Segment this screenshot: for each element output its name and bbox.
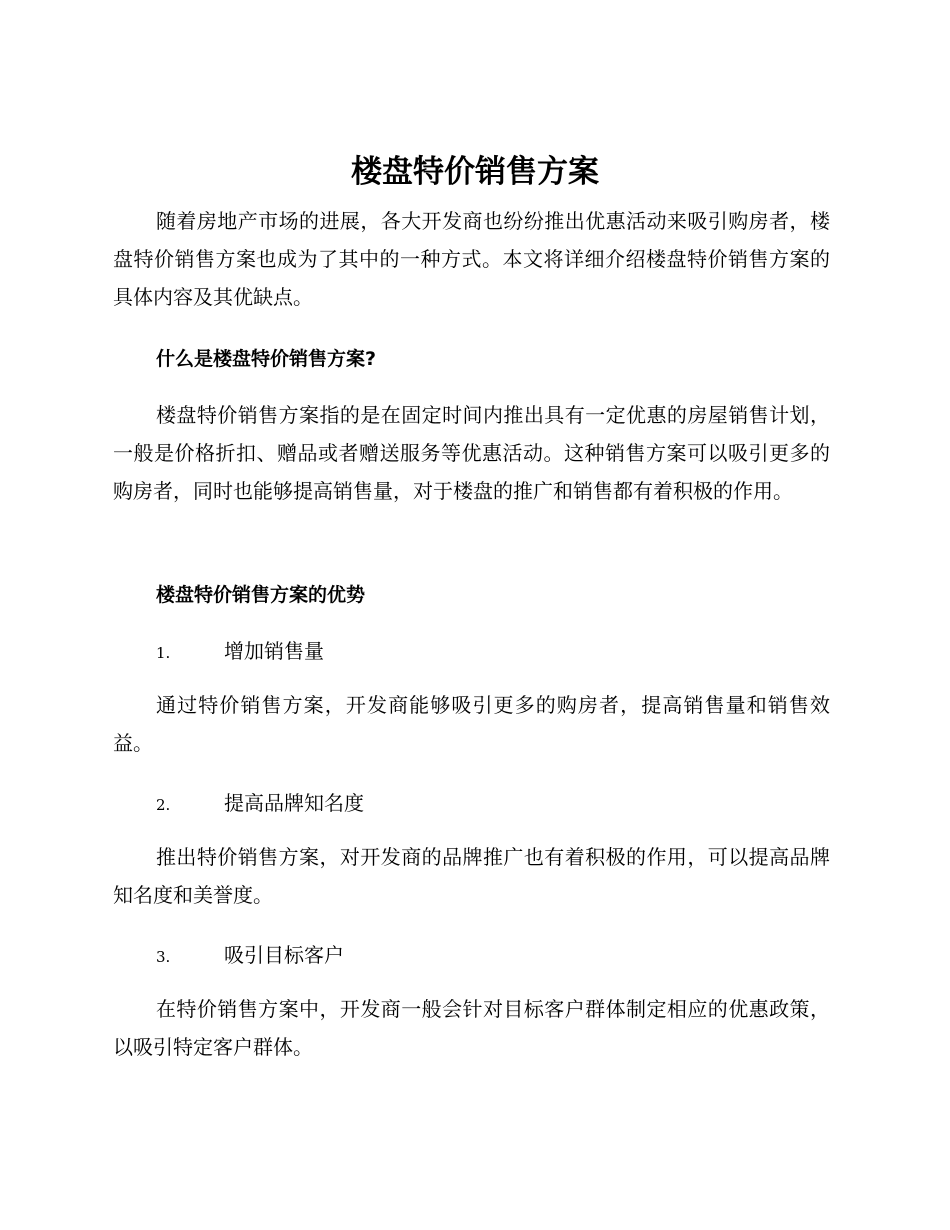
definition-paragraph: 楼盘特价销售方案指的是在固定时间内推出具有一定优惠的房屋销售计划，一般是价格折扣、赠品或者赠送服务等优惠活动。这种销售方案可以吸引更多的购房者，同时也能够提高销售量，对于楼盘的推广和销售都有着积极的作用。 [113,403,830,503]
list-label: 提高品牌知名度 [224,791,364,815]
list-number: 1. [156,644,171,662]
document-title: 楼盘特价销售方案 [351,154,599,190]
section-heading-advantages: 楼盘特价销售方案的优势 [156,584,366,606]
list-label: 增加销售量 [224,639,324,663]
advantage-paragraph-1: 通过特价销售方案，开发商能够吸引更多的购房者，提高销售量和销售效益。 [113,693,830,755]
section-heading-what-is: 什么是楼盘特价销售方案? [156,348,377,370]
list-number: 3. [156,948,171,966]
intro-paragraph: 随着房地产市场的进展，各大开发商也纷纷推出优惠活动来吸引购房者，楼盘特价销售方案也成为了其中的一种方式。本文将详细介绍楼盘特价销售方案的具体内容及其优缺点。 [113,209,830,309]
advantage-item-3 [156,940,344,972]
advantage-paragraph-3: 在特价销售方案中，开发商一般会针对目标客户群体制定相应的优惠政策，以吸引特定客户群体。 [113,997,830,1059]
advantage-item-2 [156,788,364,820]
advantage-item-1 [156,636,324,668]
list-number: 2. [156,796,171,814]
advantage-paragraph-2: 推出特价销售方案，对开发商的品牌推广也有着积极的作用，可以提高品牌知名度和美誉度。 [113,845,830,907]
list-label: 吸引目标客户 [224,943,344,967]
